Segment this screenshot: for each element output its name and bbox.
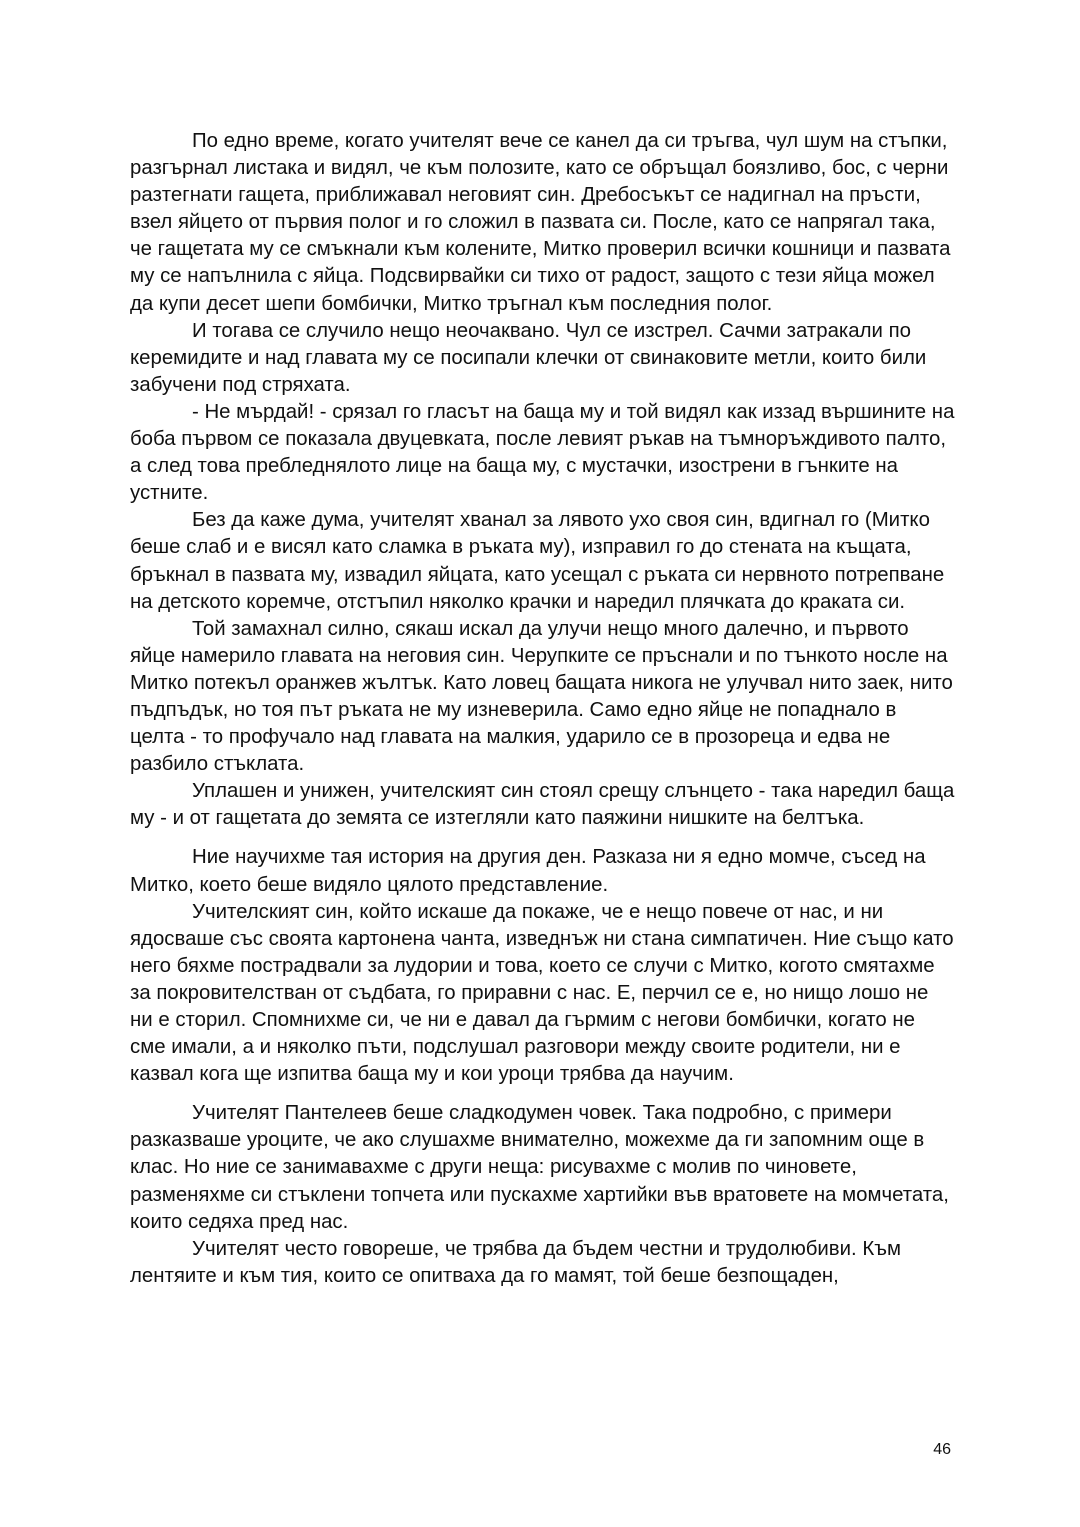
page-number: 46 <box>933 1441 951 1458</box>
paragraph-10: Учителят често говореше, че трябва да бъдем честни и трудолюбиви. Към лентяите и към тия, които се опитваха да го мамят, той беше безпощаден, <box>130 1237 902 1287</box>
paragraph-5: Той замахнал силно, сякаш искал да улучи нещо много далечно, и първото яйце намерило главата на неговия син. Черупките се пръснали и по тънкото носле на Митко потекъл оранжев жълтък. Като ловец бащата никога не улучвал нито заек, нито пъдпъдък, но тоя път ръката не му изневерила. Само едно яйце не попаднало в целта - то профучало над главата на малкия, ударило се в прозореца и едва не разбило стъклата. <box>130 617 953 776</box>
paragraph-4: Без да каже дума, учителят хванал за лявото ухо своя син, вдигнал го (Митко беше слаб и е висял като сламка в ръката му), изправил го до стената на къщата, бръкнал в пазвата му, извадил яйцата, като усещал с ръката си нервното потрепване на детското коремче, отстъпил няколко крачки и наредил плячката до краката си. <box>130 509 945 613</box>
paragraph-3: - Не мърдай! - срязал го гласът на баща му и той видял как иззад вършините на боба първом се показала двуцевката, после левият ръкав на тъмноръждивото палто, а след това пребледнялото лице на баща му, с мустачки, изострени в гънките на устните. <box>130 400 955 505</box>
body-text <box>130 128 955 1290</box>
paragraph-8: Учителският син, който искаше да покаже, че е нещо повече от нас, и ни ядосваше със своята картонена чанта, изведнъж ни стана симпатичен. Ние също като него бяхме пострадвали за лудории и това, което се случи с Митко, когото смятахме за покровителстван от съдбата, го приравни с нас. Е, перчил се е, но нищо лошо не ни е сторил. Спомнихме си, че ни е давал да гърмим с негови бомбички, когато не сме имали, а и няколко пъти, подслушал разговори между своите родители, ни е казвал кога ще изпитва баща му и кои уроци трябва да научим. <box>130 900 954 1086</box>
paragraph-9: Учителят Пантелеев беше сладкодумен човек. Така подробно, с примери разказваше уроците, че ако слушахме внимателно, можехме да ги запомним още в клас. Но ние се занимавахме с други неща: рисувахме с молив по чиновете, разменяхме си стъклени топчета или пускахме хартийки във вратовете на момчетата, които седяха пред нас. <box>130 1102 949 1233</box>
paragraph-1: По едно време, когато учителят вече се канел да си тръгва, чул шум на стъпки, разгърнал листака и видял, че към полозите, като се обръщал боязливо, бос, с черни разтегнати гащета, приближавал неговият син. Дребосъкът се надигнал на пръсти, взел яйцето от първия полог и го сложил в пазвата си. После, като се напрягал така, че гащетата му се смъкнали към колените, Митко проверил всички кошници и пазвата му се напълнила с яйца. Подсвирвайки си тихо от радост, защото с тези яйца можел да купи десет шепи бомбички, Митко тръгнал към последния полог. <box>130 130 951 315</box>
paragraph-2: И тогава се случило нещо неочаквано. Чул се изстрел. Сачми затракали по керемидите и над главата му се посипали клечки от свинаковите метли, които били забучени под стряхата. <box>130 319 927 396</box>
paragraph-6: Уплашен и унижен, учителският син стоял срещу слънцето - така наредил баща му - и от гащетата до земята се изтегляли като паяжини нишките на белтъка. <box>130 780 955 830</box>
paragraph-7: Ние научихме тая история на другия ден. Разказа ни я едно момче, съсед на Митко, което беше видяло цялото представление. <box>130 846 926 896</box>
